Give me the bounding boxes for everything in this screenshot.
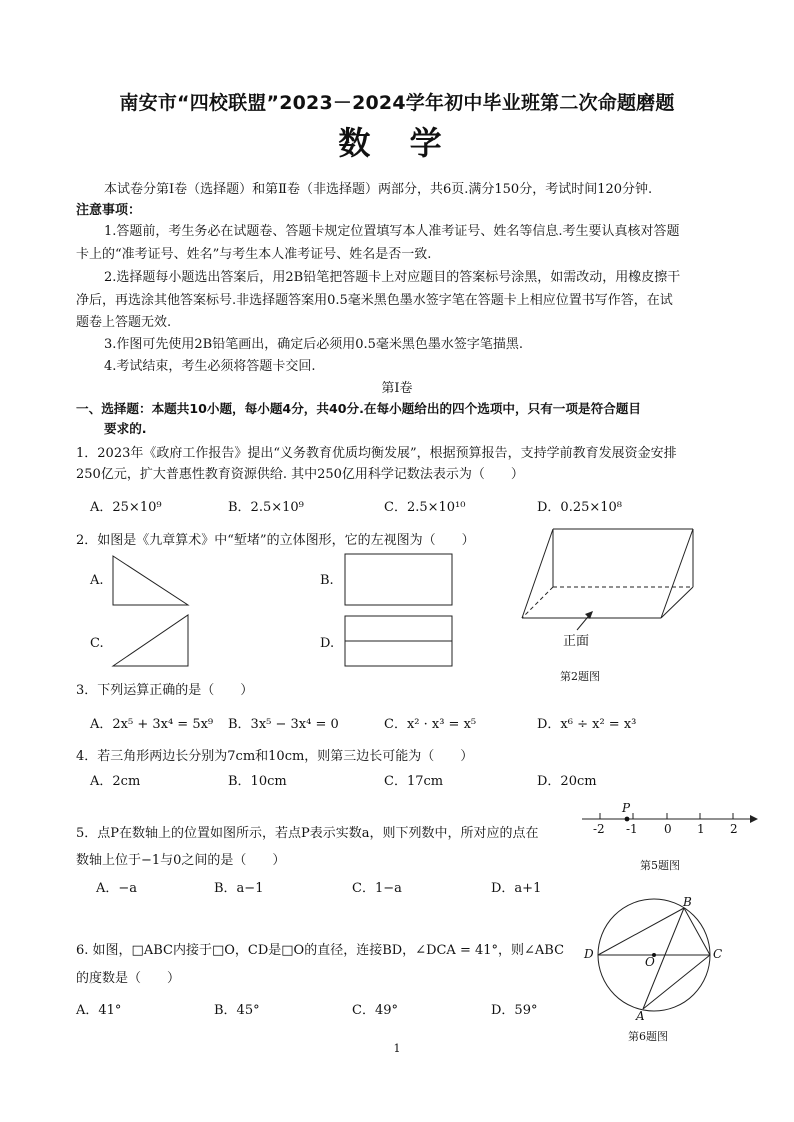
notice-line: 卡上的“准考证号、姓名”与考生本人准考证号、姓名是否一致.: [76, 247, 432, 262]
q2-option-d-label[interactable]: D.: [320, 636, 335, 651]
exam-title: 南安市“四校联盟”2023－2024学年初中毕业班第二次命题磨题: [119, 92, 675, 114]
q1-option-b[interactable]: B．2.5×10⁹: [228, 500, 304, 515]
section-heading: 一、选择题：本题共10小题，每小题4分，共40分.在每小题给出的四个选项中，只有一项是符合题目: [76, 401, 641, 416]
q6-option-c[interactable]: C．49°: [352, 1003, 398, 1018]
point-a-label: A: [636, 1009, 645, 1023]
notice-line: 2.选择题每小题选出答案后，用2B铅笔把答题卡上对应题目的答案标号涂黑，如需改动，用橡皮擦干: [104, 270, 681, 285]
q3-option-c[interactable]: C．x² · x³ = x⁵: [384, 717, 477, 732]
notice-line: 3.作图可先使用2B铅笔画出，确定后必须用0.5毫米黑色墨水签字笔描黑.: [104, 337, 524, 352]
q5-option-d[interactable]: D．a+1: [491, 881, 542, 896]
q6-stem: 6. 如图，□ABC内接于□O，CD是□O的直径，连接BD，∠DCA = 41°，则∠ABC: [76, 943, 565, 958]
q2-caption: 第2题图: [560, 670, 600, 683]
q5-stem: 5．点P在数轴上的位置如图所示，若点P表示实数a，则下列数中，所对应的点在: [76, 826, 539, 841]
q3-option-b[interactable]: B．3x⁵ − 3x⁴ = 0: [228, 717, 339, 732]
q2-option-c-label[interactable]: C.: [90, 636, 104, 651]
tick-label: -1: [626, 822, 638, 836]
q2-stem: 2．如图是《九章算术》中“堑堵”的立体图形，它的左视图为（ ）: [76, 533, 475, 548]
tick-label: 0: [664, 822, 672, 836]
q1-stem-cont: 250亿元，扩大普惠性教育资源供给. 其中250亿用科学记数法表示为（ ）: [76, 467, 524, 482]
tick-label: -2: [593, 822, 605, 836]
q5-option-c[interactable]: C．1−a: [352, 881, 402, 896]
q4-option-b[interactable]: B．10cm: [228, 774, 287, 789]
point-c-label: C: [713, 947, 723, 961]
q3-option-a[interactable]: A．2x⁵ + 3x⁴ = 5x⁹: [90, 717, 214, 732]
q5-option-a[interactable]: A．−a: [96, 881, 138, 896]
q6-option-d[interactable]: D．59°: [491, 1003, 538, 1018]
section-heading-cont: 要求的.: [104, 421, 147, 436]
q5-stem-cont: 数轴上位于−1与0之间的是（ ）: [76, 853, 286, 868]
volume-heading: 第Ⅰ卷: [381, 381, 413, 396]
q2-option-b-label[interactable]: B.: [320, 573, 334, 588]
notice-line: 4.考试结束，考生必须将答题卡交回.: [104, 359, 316, 374]
front-label: 正面: [563, 634, 590, 649]
q3-stem: 3．下列运算正确的是（ ）: [76, 683, 254, 698]
notice-line: 1.答题前，考生务必在试题卷、答题卡规定位置填写本人准考证号、姓名等信息.考生要认真核对答题: [104, 224, 680, 239]
q1-option-a[interactable]: A．25×10⁹: [90, 500, 162, 515]
q2-option-a-label[interactable]: A.: [90, 573, 104, 588]
page-number: 1: [393, 1042, 401, 1055]
point-d-label: D: [584, 947, 594, 961]
q1-option-c[interactable]: C．2.5×10¹⁰: [384, 500, 466, 515]
q6-option-a[interactable]: A．41°: [76, 1003, 122, 1018]
q1-stem: 1．2023年《政府工作报告》提出“义务教育优质均衡发展”，根据预算报告，支持学前教育发展资金安排: [76, 446, 677, 461]
notice-line: 净后，再选涂其他答案标号.非选择题答案用0.5毫米黑色墨水签字笔在答题卡上相应位置书写作答，在试: [76, 293, 673, 308]
intro-text: 本试卷分第Ⅰ卷（选择题）和第Ⅱ卷（非选择题）两部分，共6页.满分150分，考试时间120分钟.: [104, 182, 653, 197]
q6-option-b[interactable]: B．45°: [214, 1003, 260, 1018]
tick-label: 2: [730, 822, 738, 836]
point-b-label: B: [683, 895, 692, 909]
q5-option-b[interactable]: B．a−1: [214, 881, 264, 896]
point-p-label: P: [622, 801, 631, 815]
point-o-label: O: [645, 955, 655, 969]
q4-stem: 4．若三角形两边长分别为7cm和10cm，则第三边长可能为（ ）: [76, 749, 474, 764]
q4-option-d[interactable]: D．20cm: [537, 774, 597, 789]
q5-caption: 第5题图: [640, 859, 680, 872]
chord-bc: [684, 908, 710, 955]
q4-option-c[interactable]: C．17cm: [384, 774, 444, 789]
notice-line: 题卷上答题无效.: [76, 315, 172, 330]
subject-title: 数 学: [338, 124, 456, 162]
q6-caption: 第6题图: [628, 1030, 668, 1043]
tick-label: 1: [697, 822, 705, 836]
chord-db: [598, 908, 684, 955]
q1-option-d[interactable]: D．0.25×10⁸: [537, 500, 623, 515]
notice-heading: 注意事项：: [76, 203, 142, 218]
q4-option-a[interactable]: A．2cm: [90, 774, 141, 789]
q6-stem-cont: 的度数是（ ）: [76, 971, 181, 986]
q3-option-d[interactable]: D．x⁶ ÷ x² = x³: [537, 717, 637, 732]
